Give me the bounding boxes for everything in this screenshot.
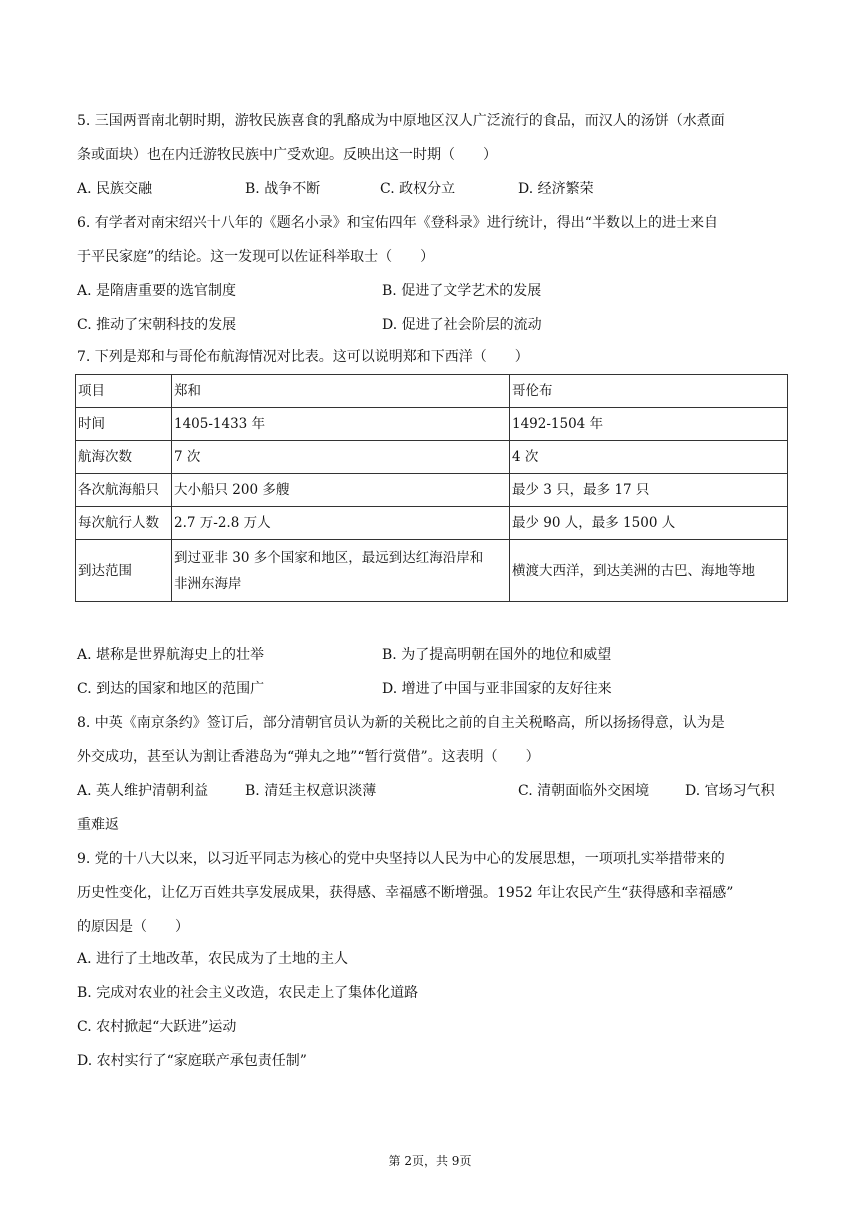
q5-stem-line2: 条或面块）也在内迁游牧民族中广受欢迎。反映出这一时期（ ） [77, 147, 497, 163]
q9-option-a: A. 进行了土地改革，农民成为了土地的主人 [77, 951, 349, 967]
q9-stem-line2: 历史性变化，让亿万百姓共享发展成果，获得感、幸福感不断增强。1952 年让农民产生“获得感和幸福感” [77, 885, 734, 901]
table-cell: 最少 90 人，最多 1500 人 [510, 507, 788, 540]
table-cell: 1405-1433 年 [172, 408, 510, 441]
q6-option-d: D. 促进了社会阶层的流动 [382, 317, 542, 333]
q8-option-d-wrap: 重难返 [77, 817, 119, 833]
q6-option-c: C. 推动了宋朝科技的发展 [77, 317, 237, 333]
table-cell-multiline [172, 540, 510, 602]
q6-stem-line1: 6. 有学者对南宋绍兴十八年的《题名小录》和宝佑四年《登科录》进行统计，得出“半数以上的进士来自 [77, 215, 718, 231]
table-row [76, 441, 788, 474]
q7-option-a: A. 堪称是世界航海史上的壮举 [77, 647, 265, 663]
q5-option-a: A. 民族交融 [77, 181, 153, 197]
q6-stem-line2: 于平民家庭”的结论。这一发现可以佐证科举取士（ ） [77, 249, 435, 265]
table-cell: 最少 3 只，最多 17 只 [510, 474, 788, 507]
table-cell: 每次航行人数 [76, 507, 172, 540]
table-header-cell: 郑和 [172, 375, 510, 408]
q9-stem-line3: 的原因是（ ） [77, 919, 189, 935]
q9-option-b: B. 完成对农业的社会主义改造，农民走上了集体化道路 [77, 985, 419, 1001]
q9-option-d: D. 农村实行了“家庭联产承包责任制” [77, 1053, 307, 1069]
table-row [76, 408, 788, 441]
q8-option-c: C. 清朝面临外交困境 [518, 783, 650, 799]
comparison-table [75, 374, 788, 602]
q6-option-a: A. 是隋唐重要的选官制度 [77, 283, 237, 299]
q5-option-c: C. 政权分立 [380, 181, 456, 197]
q5-option-d: D. 经济繁荣 [518, 181, 594, 197]
q9-stem-line1: 9. 党的十八大以来，以习近平同志为核心的党中央坚持以人民为中心的发展思想，一项项扎实举措带来的 [77, 851, 725, 867]
table-cell: 4 次 [510, 441, 788, 474]
q7-option-d: D. 增进了中国与亚非国家的友好往来 [382, 681, 612, 697]
q7-stem-line1: 7. 下列是郑和与哥伦布航海情况对比表。这可以说明郑和下西洋（ ） [77, 349, 529, 365]
q9-option-c: C. 农村掀起“大跃进”运动 [77, 1019, 237, 1035]
table-cell-line: 到过亚非 30 多个国家和地区，最远到达红海沿岸和 [174, 549, 484, 566]
table-cell: 2.7 万-2.8 万人 [172, 507, 510, 540]
table-row [76, 474, 788, 507]
q8-option-d: D. 官场习气积 [685, 783, 775, 799]
q8-stem-line1: 8. 中英《南京条约》签订后，部分清朝官员认为新的关税比之前的自主关税略高，所以扬扬得意，认为是 [77, 715, 725, 731]
table-cell: 横渡大西洋，到达美洲的古巴、海地等地 [510, 540, 788, 602]
table-cell: 到达范围 [76, 540, 172, 602]
table-header-cell: 项目 [76, 375, 172, 408]
table-cell: 航海次数 [76, 441, 172, 474]
table-cell: 时间 [76, 408, 172, 441]
q5-stem-line1: 5. 三国两晋南北朝时期，游牧民族喜食的乳酪成为中原地区汉人广泛流行的食品，而汉人的汤饼（水煮面 [77, 113, 725, 129]
q6-option-b: B. 促进了文学艺术的发展 [382, 283, 542, 299]
table-cell-line: 非洲东海岸 [174, 575, 242, 592]
page-footer: 第 2页，共 9页 [388, 1154, 472, 1168]
table-row [76, 540, 788, 602]
q7-option-b: B. 为了提高明朝在国外的地位和威望 [382, 647, 612, 663]
table-cell: 各次航海船只 [76, 474, 172, 507]
table-header-row [76, 375, 788, 408]
q8-option-b: B. 清廷主权意识淡薄 [245, 783, 377, 799]
q8-stem-line2: 外交成功，甚至认为割让香港岛为“弹丸之地”“暂行赏借”。这表明（ ） [77, 749, 540, 765]
table-cell: 大小船只 200 多艘 [172, 474, 510, 507]
q8-option-a: A. 英人维护清朝利益 [77, 783, 209, 799]
table-header-cell: 哥伦布 [510, 375, 788, 408]
table-row [76, 507, 788, 540]
q5-option-b: B. 战争不断 [245, 181, 321, 197]
q7-option-c: C. 到达的国家和地区的范围广 [77, 681, 265, 697]
table-cell: 1492-1504 年 [510, 408, 788, 441]
table-cell: 7 次 [172, 441, 510, 474]
